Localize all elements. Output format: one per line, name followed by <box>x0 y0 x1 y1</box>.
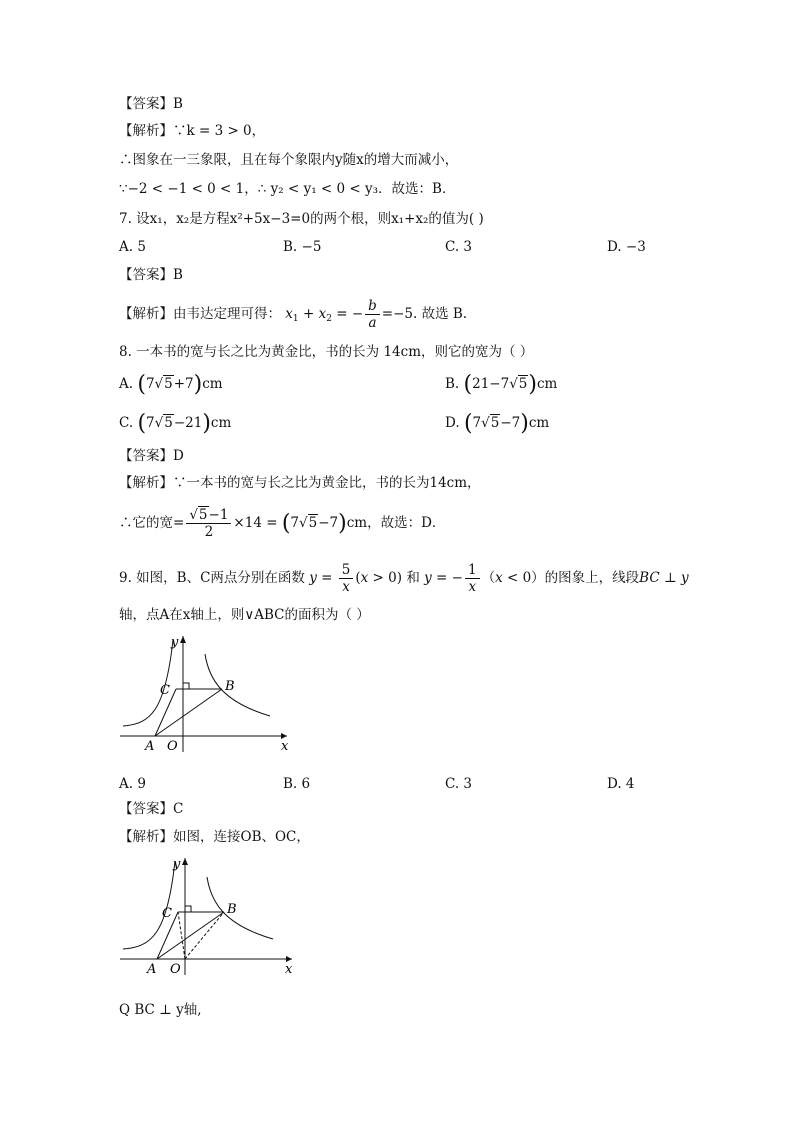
q8-analysis-line2: ∴它的宽= $\frac{√5-1}{2}$ ×14 = (7√5−7)cm，故选：D． <box>119 507 446 540</box>
label-c: C <box>162 906 172 921</box>
fraction-golden: $\frac{√5-1}{2}$ <box>186 507 231 540</box>
q7-option-c: C. 3 <box>445 239 473 255</box>
q9-option-b: B. 6 <box>283 776 311 792</box>
q8-option-b: B. (21−7√5)cm <box>445 372 558 397</box>
analysis-text: 如图，连接OB、OC， <box>173 829 310 845</box>
q9-option-c: C. 3 <box>445 776 473 792</box>
q9-option-d: D. 4 <box>607 776 635 792</box>
q9-analysis-line1 <box>119 827 310 847</box>
answer-value: B <box>173 96 183 112</box>
q7-answer-line <box>119 265 183 285</box>
label-x: x <box>285 962 293 977</box>
fraction-b-over-a: $\frac{b}{a}$ <box>365 298 380 331</box>
q7-stem: 7. 设x₁，x₂是方程x²+5x−3=0的两个根，则x₁+x₂的值为( ) <box>119 211 484 227</box>
formula-sum: $x_1 + x_2$ = − <box>285 306 364 324</box>
analysis-label: 【解析】 <box>119 829 173 845</box>
q7-option-d: D. −3 <box>607 239 646 255</box>
q7-option-b: B. −5 <box>283 239 322 255</box>
q8-option-c: C. (7√5−21)cm <box>119 411 232 436</box>
answer-label: 【答案】 <box>119 448 173 464</box>
q7-option-a: A. 5 <box>119 239 146 255</box>
label-x: x <box>281 739 289 754</box>
label-b: B <box>227 902 237 917</box>
q6-analysis-line2: ∴图象在一三象限，且在每个象限内y随x的增大而减小， <box>119 152 459 168</box>
q6-analysis-line3: ∵−2 < −1 < 0 < 1，∴ y₂ < y₁ < 0 < y₃．故选：B． <box>119 181 456 197</box>
label-b: B <box>225 679 235 694</box>
q6-analysis-line1 <box>119 121 265 141</box>
figure-1-graph <box>115 632 295 757</box>
answer-value: D <box>173 448 184 464</box>
answer-label: 【答案】 <box>119 267 173 283</box>
segment-oc-dashed <box>178 912 185 959</box>
answer-value: C <box>173 801 184 817</box>
right-angle-mark <box>183 683 189 689</box>
label-y: y <box>171 635 179 650</box>
answer-label: 【答案】 <box>119 96 173 112</box>
q8-stem: 8. 一本书的宽与长之比为黄金比，书的长为 14cm，则它的宽为（ ） <box>119 344 534 360</box>
analysis-text: ∵一本书的宽与长之比为黄金比，书的长为14cm， <box>173 475 481 491</box>
q9-stem-line2: 轴，点A在x轴上，则∨ABC的面积为（ ） <box>119 607 370 623</box>
label-y: y <box>173 857 181 872</box>
analysis-label: 【解析】 <box>119 475 173 491</box>
label-a: A <box>145 739 155 754</box>
curve-positive-branch <box>205 654 270 716</box>
q6-answer-line <box>119 94 183 114</box>
figure-2-graph <box>115 853 300 978</box>
q8-answer-line <box>119 446 184 466</box>
analysis-suffix: =−5. 故选 B. <box>381 306 468 322</box>
label-o: O <box>167 739 178 754</box>
y-axis-arrow-icon <box>180 636 186 643</box>
label-o: O <box>170 962 181 977</box>
q9-analysis-line2: Q BC ⊥ y轴, <box>119 1002 202 1018</box>
q9-stem-line1: 9. 如图，B、C两点分别在函数 y = $\frac{5}{x}$ (x > 0) 和 y = − $\frac{1}{x}$ （x < 0）的图象上，线段BC ⊥ y <box>119 562 689 595</box>
right-angle-mark <box>185 906 191 912</box>
analysis-label: 【解析】 <box>119 123 173 139</box>
label-c: C <box>160 683 170 698</box>
q8-option-a: A. (7√5+7)cm <box>119 372 223 397</box>
analysis-label: 【解析】 <box>119 306 173 322</box>
y-axis-arrow-icon <box>182 858 188 865</box>
answer-value: B <box>173 267 183 283</box>
answer-label: 【答案】 <box>119 801 173 817</box>
label-a: A <box>147 962 157 977</box>
q8-analysis-line1 <box>119 473 481 493</box>
analysis-text: ∵k = 3 > 0， <box>173 123 266 139</box>
q8-option-d: D. (7√5−7)cm <box>445 411 550 436</box>
analysis-text: 由韦达定理可得： <box>173 306 281 322</box>
q7-analysis-line <box>119 296 467 337</box>
curve-positive-branch <box>207 877 273 939</box>
q9-answer-line <box>119 799 183 819</box>
q9-option-a: A. 9 <box>119 776 146 792</box>
